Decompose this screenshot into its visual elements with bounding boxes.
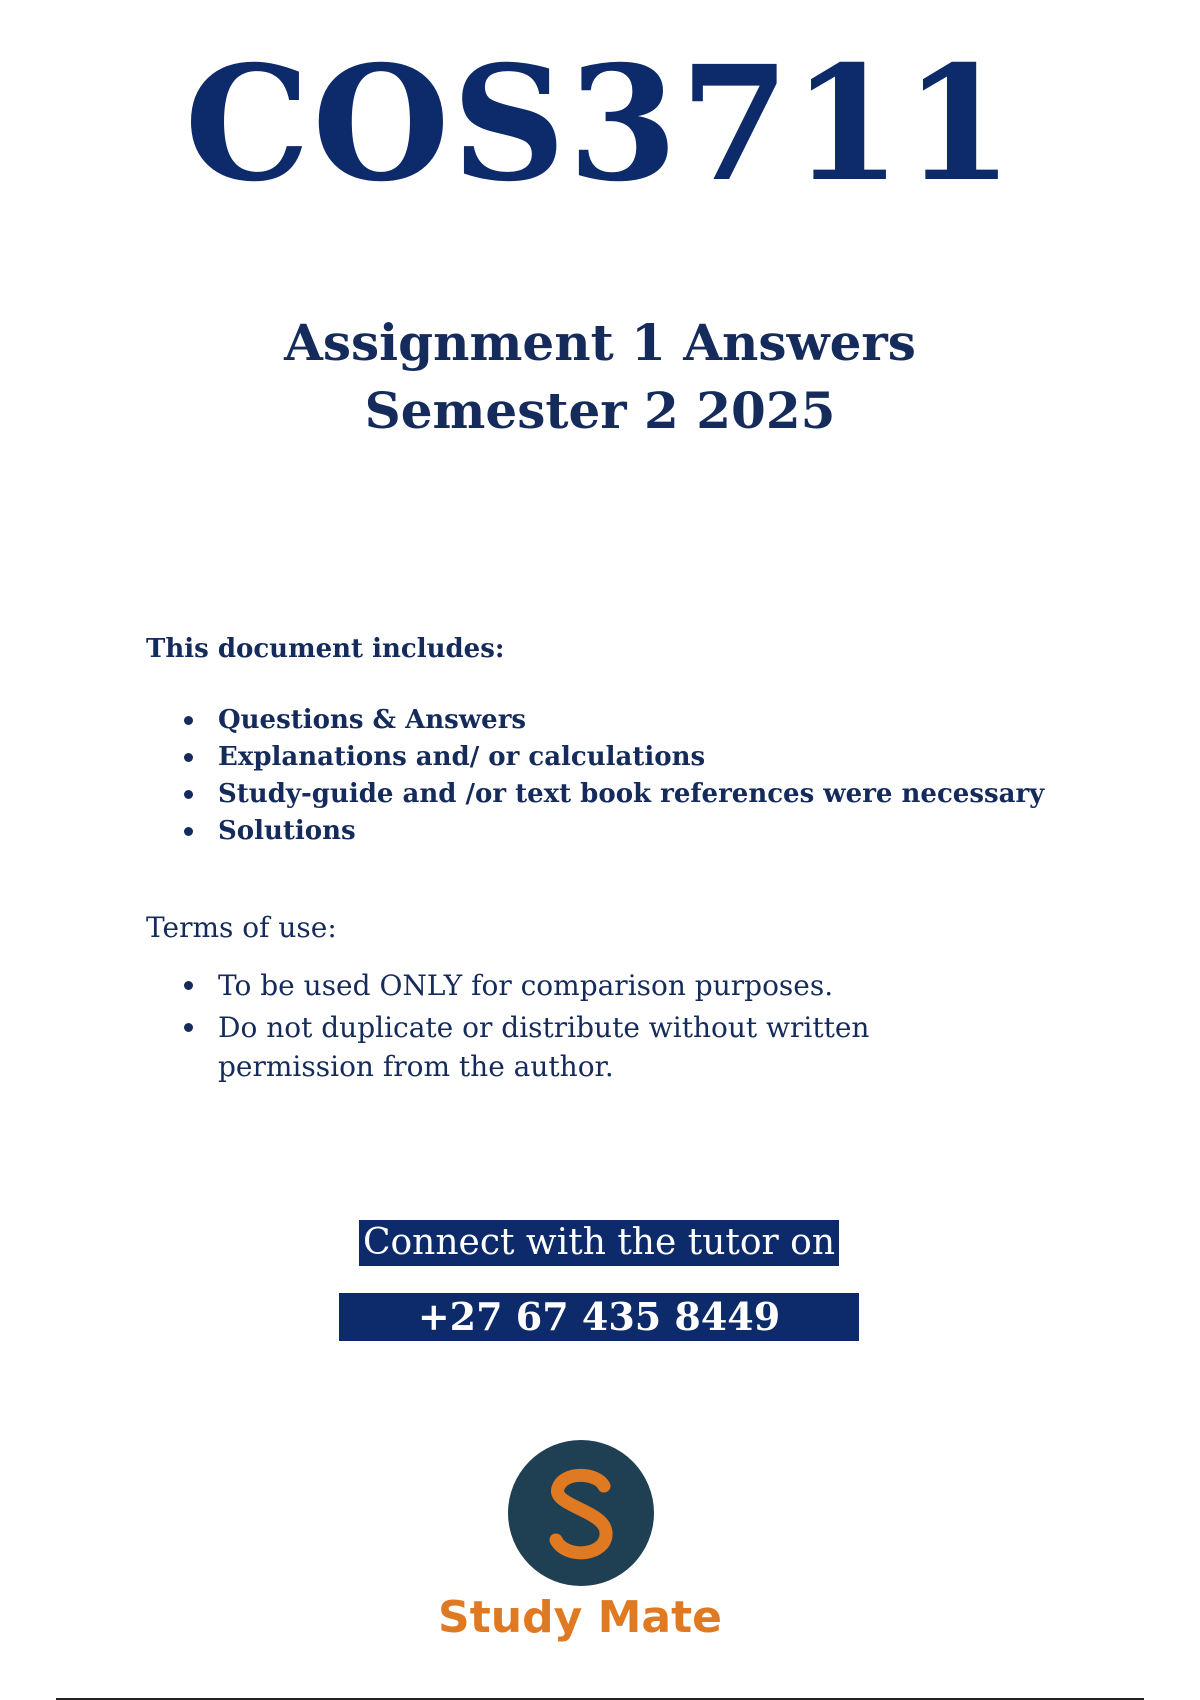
- includes-heading: This document includes:: [146, 634, 505, 664]
- terms-heading: Terms of use:: [146, 911, 337, 944]
- logo-s-icon: [508, 1440, 654, 1586]
- list-item: Questions & Answers: [218, 702, 1044, 739]
- course-code: COS3711: [184, 32, 1016, 217]
- assignment-title: Assignment 1 Answers: [284, 313, 916, 372]
- study-mate-logo: [508, 1440, 654, 1586]
- list-item: Solutions: [218, 813, 1044, 850]
- connect-label: Connect with the tutor on: [359, 1220, 839, 1266]
- terms-list: [182, 966, 978, 1089]
- includes-list: [182, 702, 1044, 850]
- list-item: Do not duplicate or distribute without written permission from the author.: [218, 1008, 978, 1086]
- list-item: To be used ONLY for comparison purposes.: [218, 966, 978, 1005]
- list-item: Explanations and/ or calculations: [218, 739, 1044, 776]
- brand-name: Study Mate: [438, 1592, 722, 1643]
- phone-number: +27 67 435 8449: [339, 1293, 859, 1341]
- semester-title: Semester 2 2025: [364, 381, 836, 440]
- list-item: Study-guide and /or text book references were necessary: [218, 776, 1044, 813]
